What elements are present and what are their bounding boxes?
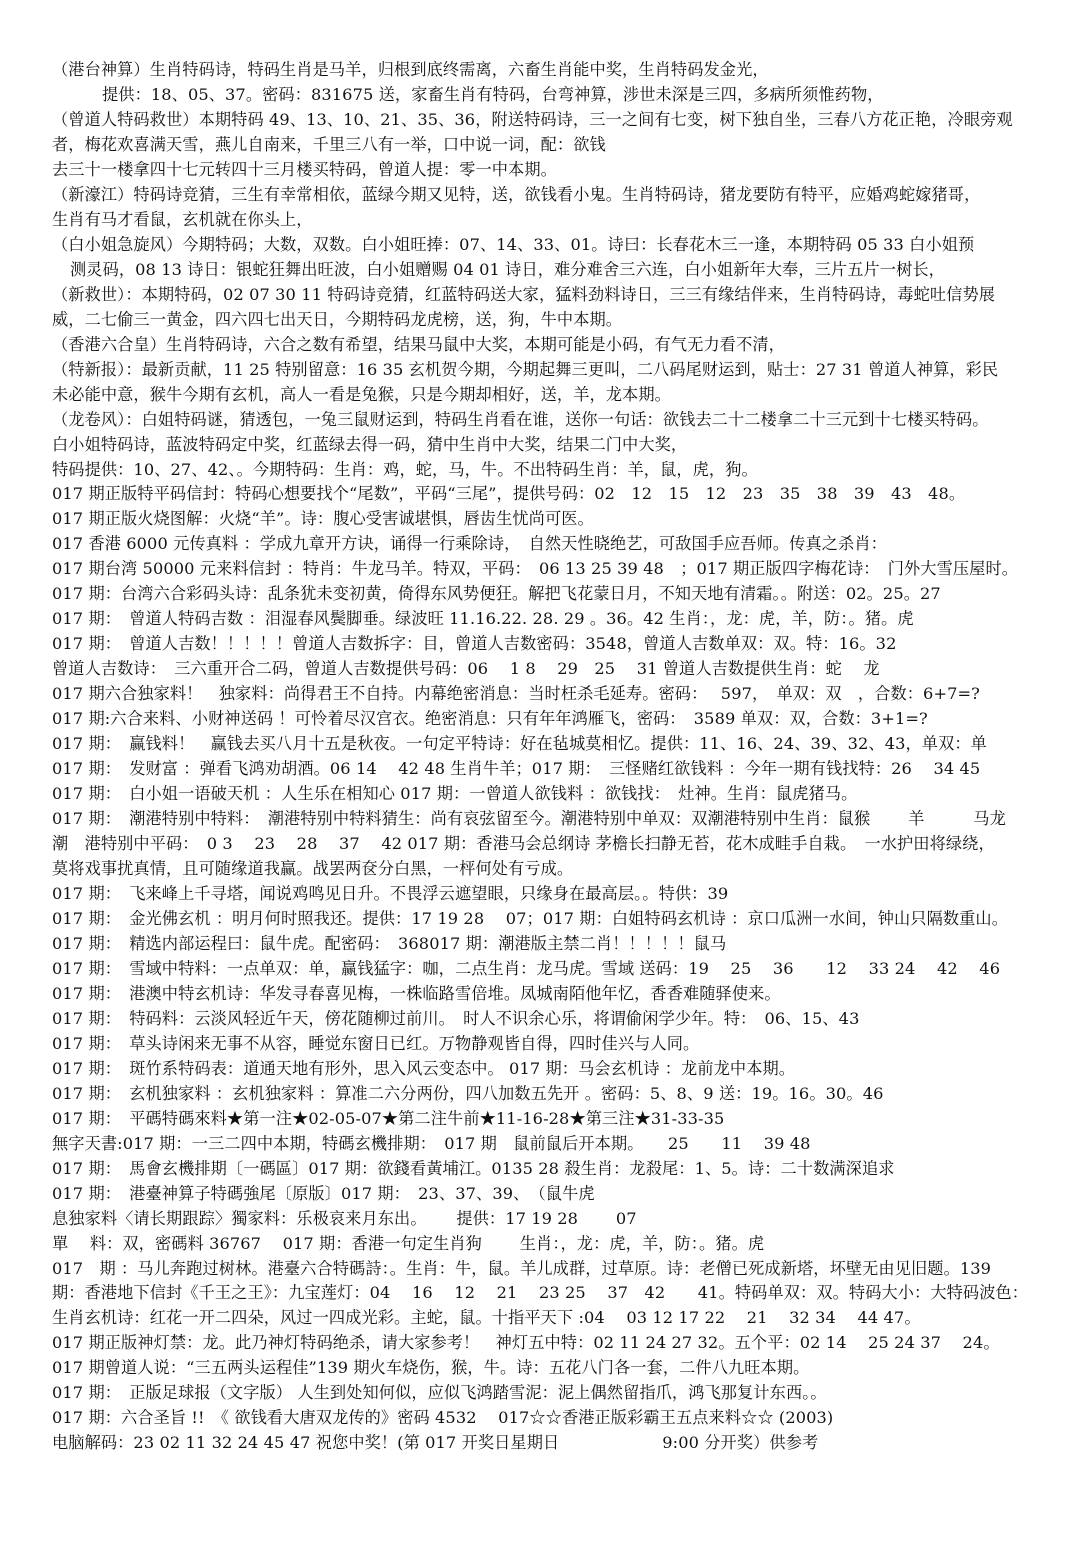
text-line: （新救世）：本期特码，02 07 30 11 特码诗竞猜，红蓝特码送大家，猛料劲料诗日，三三有缘结伴来，生肖特码诗，毒蛇吐信势展 xyxy=(52,284,996,304)
text-line: （港台神算）生肖特码诗，特码生肖是马羊，归根到底终需离，六畜生肖能中奖，生肖特码发金光， xyxy=(52,60,769,79)
text-line: 017 期： 潮港特别中特料： 潮港特别中特料猜生：尚有哀弦留至今。潮港特别中单双：双潮港特别中生肖：鼠猴 羊 马龙 xyxy=(52,809,1006,829)
text-line: 017 期： 平碼特碼來料★第一注★02-05-07★第二注牛前★11-16-28★第三注★31-33-35 xyxy=(52,1108,725,1128)
text-line: 017 期： 馬會玄機排期〔一碼區〕017 期：欲錢看黃埔江。0135 28 殺生肖：龙殺尾：1、5。诗：二十数满深追求 xyxy=(52,1158,895,1178)
text-line: 017 期： 斑竹系特码表：道通天地有形外，思入风云变态中。 017 期：马会玄机诗 ：龙前龙中本期。 xyxy=(52,1058,796,1078)
text-line: （曾道人特码救世）本期特码 49、13、10、21、35、36，附送特码诗，三一之间有七变，树下独自坐，三春八方花正艳，冷眼旁观 xyxy=(52,109,1013,129)
text-line: 017 期： 曾道人特码吉数 ：泪湿春风鬓脚垂。绿波旺 11.16.22. 28. 29 。36。42 生肖：，龙：虎，羊，防：。猪。虎 xyxy=(52,609,914,629)
text-line: 017 期： 曾道人吉数！！！！！曾道人吉数拆字：目，曾道人吉数密码：3548，曾道人吉数单双：双。特：16。32 xyxy=(52,634,897,654)
text-line: 017 期： 玄机独家料 ：玄机独家料 ：算准二六分两份，四八加数五先开 。密码：5、8、9 送：19。16。30。46 xyxy=(52,1083,884,1103)
text-line: 提供：18、05、37。密码：831675 送，家畜生肖有特码，台弯神算，涉世未深是三四，多病所须惟药物， xyxy=(102,84,884,104)
text-line: 017 期：台湾六合彩码头诗：乱条犹未变初黄，倚得东风势便狂。解把飞花蒙日月，不知天地有清霜。。附送：02。25。27 xyxy=(52,584,941,604)
text-line: （特新报）：最新贡献，11 25 特别留意：16 35 玄机贺今期，今期起舞三更叫，二八码尾财运到，贴士：27 31 曾道人神算，彩民 xyxy=(52,359,999,379)
text-line: 017 期： 特码料：云淡风轻近午天，傍花随柳过前川。 时人不识余心乐，将谓偷闲学少年。特： 06、15、43 xyxy=(52,1008,860,1028)
text-line: 017 期:六合来料、小财神送码 ！可怜着尽汉宫衣。绝密消息：只有年年鸿雁飞，密码： 3589 单双：双，合数：3+1=? xyxy=(52,709,928,729)
text-line: 潮 港特别中平码： 0 3 23 28 37 42 017 期：香港马会总纲诗 茅檐长扫静无苔，花木成畦手自栽。 一水护田将绿绕， xyxy=(52,834,995,854)
document-body xyxy=(52,58,1042,1456)
text-line: 017 期： 白小姐一语破天机 ：人生乐在相知心 017 期：一曾道人欲钱料 ：欲钱找： 灶神。生肖：鼠虎猪马。 xyxy=(52,784,858,804)
text-line: （香港六合皇）生肖特码诗，六合之数有希望，结果马鼠中大奖，本期可能是小码，有气无力看不清， xyxy=(52,334,785,354)
text-line: 期：香港地下信封《千王之王》：九宝莲灯：04 16 12 21 23 25 37 42 41。特码单双：双。特码大小：大特码波色： xyxy=(52,1283,1029,1303)
text-line: 017 期正版神灯禁：龙。此乃神灯特码绝杀，请大家参考！ 神灯五中特：02 11 24 27 32。五个平：02 14 25 24 37 24。 xyxy=(52,1333,1000,1353)
text-line: 莫将戏事扰真情，且可随缘道我赢。战罢两奁分白黑，一枰何处有亏成。 xyxy=(52,859,574,878)
text-line: （白小姐急旋风）今期特码；大数，双数。白小姐旺捧：07、14、33、01。诗曰：长春花木三一逢，本期特码 05 33 白小姐预 xyxy=(52,234,975,254)
text-line: 017 期： 发财富 ：弹看飞鸿劝胡酒。06 14 42 48 生肖牛羊；017 期： 三怪赌红欲钱料 ：今年一期有钱找特：26 34 45 xyxy=(52,759,981,779)
text-line: 017 期： 飞来峰上千寻塔，闻说鸡鸣见日升。不畏浮云遮望眼，只缘身在最高层。。特供：39 xyxy=(52,883,729,903)
text-line: 017 期台湾 50000 元来料信封 ：特肖：牛龙马羊。特双，平码： 06 13 25 39 48 ；017 期正版四字梅花诗： 门外大雪压屋时。 xyxy=(52,559,1019,579)
text-line: 017 期曾道人说：“三五两头运程佳”139 期火车烧伤，猴，牛。诗：五花八门各一套，二件八九旺本期。 xyxy=(52,1358,810,1378)
text-line: 017 期： 赢钱料！ 赢钱去买八月十五是秋夜。一句定平特诗：好在毡城莫相忆。提供：11、16、24、39、32、43，单双：单 xyxy=(52,734,987,754)
text-line: 017 期： 雪域中特料：一点单双：单，赢钱猛字：咖，二点生肖：龙马虎。雪域 送码：19 25 36 12 33 24 42 46 xyxy=(52,958,1001,978)
text-line: 息独家料〈请长期跟踪〉獨家料：乐极哀来月东出。 提供：17 19 28 07 xyxy=(52,1208,637,1228)
text-line: 017 期： 草头诗闲来无事不从容，睡觉东窗日已红。万物静观皆自得，四时佳兴与人同。 xyxy=(52,1033,700,1053)
text-line: 017 香港 6000 元传真料 ：学成九章开方诀，诵得一行乘除诗， 自然天性晓绝艺，可敌国手应吾师。传真之杀肖： xyxy=(52,534,887,554)
text-line: 017 期： 金光佛玄机 ：明月何时照我还。提供：17 19 28 07；017 期：白姐特码玄机诗 ：京口瓜洲一水间，钟山只隔数重山。 xyxy=(52,908,1009,928)
text-line: 者，梅花欢喜满天雪，燕儿自南来，千里三八有一举，口中说一词，配：欲钱 xyxy=(52,134,606,154)
text-line: 白小姐特码诗，蓝波特码定中奖，红蓝绿去得一码，猜中生肖中大奖，结果二门中大奖， xyxy=(52,434,688,454)
text-line: （龙卷风）：白姐特码谜，猜透包，一兔三鼠财运到，特码生肖看在谁，送你一句话：欲钱去二十二楼拿二十三元到十七楼买特码。 xyxy=(52,409,989,429)
text-line: 生肖玄机诗：红花一开二四朵，风过一四成光彩。主蛇，鼠。十指平天下 :04 03 12 17 22 21 32 34 44 47。 xyxy=(52,1308,921,1328)
text-line: 特码提供：10、27、42、。今期特码：生肖：鸡，蛇，马，牛。不出特码生肖：羊，鼠，虎，狗。 xyxy=(52,459,758,479)
text-line: 單 料：双，密碼料 36767 017 期：香港一句定生肖狗 生肖：，龙：虎，羊，防：。猪。虎 xyxy=(52,1233,765,1253)
text-line: 017 期： 正版足球报（文字版） 人生到处知何似，应似飞鸿踏雪泥：泥上偶然留指爪，鸿飞那复计东西。。 xyxy=(52,1383,827,1403)
text-line: 曾道人吉数诗： 三六重开合二码，曾道人吉数提供号码：06 1 8 29 25 31 曾道人吉数提供生肖：蛇 龙 xyxy=(52,659,880,679)
text-line: 017 期： 精选内部运程曰：鼠牛虎。配密码： 368017 期：潮港版主禁二肖！！！！！鼠马 xyxy=(52,933,727,953)
text-line: 017 期： 港澳中特玄机诗：华发寻春喜见梅，一株临路雪倍堆。凤城南陌他年忆，香香难随驿使来。 xyxy=(52,983,781,1003)
text-line: 017 期：六合圣旨 !! 《 欲钱看大唐双龙传的》密码 4532 017☆☆香港正版彩霸王五点来料☆☆ (2003) xyxy=(52,1408,834,1428)
text-line: 017 期正版火烧图解：火烧“羊”。诗：腹心受害诚堪惧，唇齿生忧尚可医。 xyxy=(52,509,594,529)
text-line: 测灵码，08 13 诗日：银蛇狂舞出旺波，白小姐赠赐 04 01 诗日，难分难舍三六连，白小姐新年大奉，三片五片一树长， xyxy=(70,259,945,279)
text-line: 017 期 ：马儿奔跑过树林。港臺六合特碼詩：。生肖：牛，鼠。羊儿成群，过草原。诗：老僧已死成新塔，坏壁无由见旧题。139 xyxy=(52,1258,992,1278)
text-line: 無字天書:017 期：一三二四中本期，特碼玄機排期： 017 期 鼠前鼠后开本期。 25 11 39 48 xyxy=(52,1133,811,1153)
text-line: 去三十一楼拿四十七元转四十三月楼买特码，曾道人提：零一中本期。 xyxy=(52,159,557,179)
text-line: 017 期正版特平码信封：特码心想要找个“尾数”，平码“三尾”，提供号码：02 12 15 12 23 35 38 39 43 48。 xyxy=(52,484,966,504)
text-line: 017 期六合独家料！ 独家料：尚得君王不自持。内幕绝密消息：当时枉杀毛延寿。密码： 597， 单双：双 ，合数：6+7=? xyxy=(52,684,980,704)
text-line: （新濠江）特码诗竞猜，三生有幸常相依，蓝绿今期又见特，送，欲钱看小鬼。生肖特码诗，猪龙要防有特平，应婚鸡蛇嫁猪哥， xyxy=(52,184,981,204)
text-line: 电脑解码：23 02 11 32 24 45 47 祝您中奖！(第 017 开奖日星期日 9:00 分开奖）供参考 xyxy=(52,1433,819,1453)
text-line: 威，二七偷三一黄金，四六四七出天日，今期特码龙虎榜，送，狗，牛中本期。 xyxy=(52,309,623,329)
text-line: 未必能中意，猴牛今期有玄机，高人一看是兔猴，只是今期却相好，送，羊，龙本期。 xyxy=(52,384,671,404)
text-line: 017 期： 港臺神算子特碼強尾〔原版〕017 期： 23、37、39、 （鼠牛虎 xyxy=(52,1183,595,1203)
text-line: 生肖有马才看鼠，玄机就在你头上， xyxy=(52,209,313,229)
